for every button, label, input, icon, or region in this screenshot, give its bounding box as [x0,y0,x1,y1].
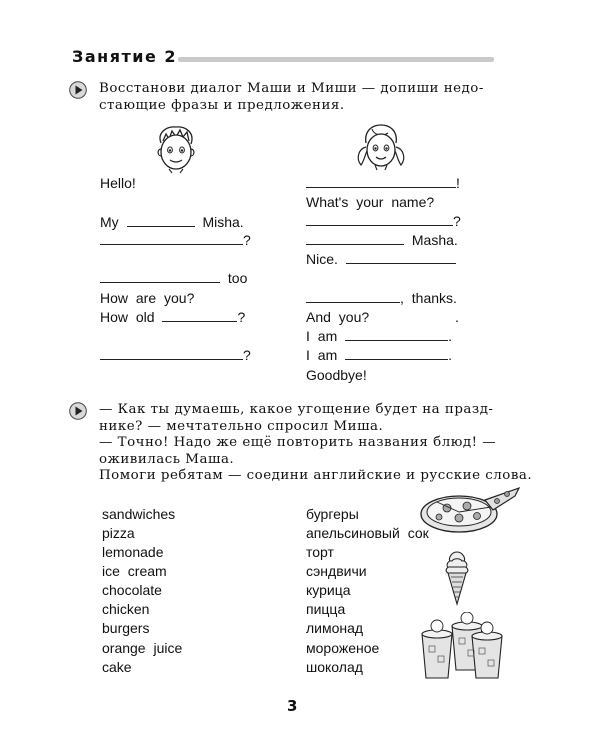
dialog-text: Masha. [411,232,458,248]
dialog-line [306,309,369,325]
english-word[interactable]: pizza [102,525,135,541]
russian-word[interactable]: сэндвичи [306,563,367,579]
russian-word[interactable]: апельсиновый сок [306,525,429,541]
instruction-line: — Точно! Надо же ещё повторить названия блюд! — [99,435,497,450]
dialog-text: Misha. [202,214,244,230]
dialog-text: ? [243,232,251,248]
instruction-line: Помоги ребятам — соедини английские и русские слова. [99,468,533,483]
dialog-line [306,194,434,210]
russian-word[interactable]: торт [306,544,334,560]
dialog-line [100,270,247,286]
dialog-text: Nice. [306,251,338,267]
page-number: 3 [287,697,298,715]
dialog-text: I am [306,347,338,363]
dialog-text: I am [306,328,338,344]
english-word[interactable]: chicken [102,601,150,617]
dialog-line [306,251,456,267]
answer-blank[interactable] [345,347,448,360]
english-word[interactable]: chocolate [102,582,162,598]
russian-word[interactable]: лимонад [306,620,364,636]
dialog-text: How are you? [100,290,195,306]
english-word[interactable]: lemonade [102,544,164,560]
answer-blank[interactable] [306,290,400,303]
english-word[interactable]: sandwiches [102,506,176,522]
russian-word[interactable]: бургеры [306,506,359,522]
instruction-line: Восстанови диалог Маши и Миши — допиши недо- [99,81,484,96]
girl-face-icon [352,121,410,175]
dialog-line [100,214,244,230]
dialog-line [306,290,457,306]
russian-word[interactable]: шоколад [306,659,363,675]
dialog-text: ! [456,175,460,191]
dialog-text: . [448,347,453,363]
dialog-text: How old [100,309,155,325]
heading-rule [178,57,494,62]
dialog-text: Hello! [100,175,136,191]
answer-blank[interactable] [306,232,404,245]
dialog-line [100,175,136,191]
dialog-line [100,347,251,363]
english-word[interactable]: ice cream [102,563,167,579]
dialog-line [100,290,194,306]
play-arrow-icon[interactable] [69,81,87,99]
pizza-icon [415,480,523,536]
dialog-line [306,328,452,344]
answer-blank[interactable] [345,328,448,341]
english-word[interactable]: burgers [102,620,150,636]
answer-blank[interactable] [100,270,220,283]
dialog-text: ? [243,347,251,363]
dialog-text: ? [453,213,461,229]
dialog-text: . [448,328,453,344]
dialog-text: What's your name? [306,194,435,210]
english-word[interactable]: cake [102,659,132,675]
lemonade-glasses-icon [412,612,508,682]
lesson-title: Занятие 2 [72,47,178,66]
dialog-text: My [100,214,119,230]
answer-blank[interactable] [100,347,243,360]
dialog-text: Goodbye! [306,367,367,383]
answer-blank[interactable] [306,213,453,226]
dialog-line [306,213,461,229]
answer-blank[interactable] [127,214,195,227]
answer-blank[interactable] [162,309,237,322]
ice-cream-icon [443,550,471,606]
russian-word[interactable]: мороженое [306,640,380,656]
dialog-line [100,232,251,248]
dialog-line [306,175,460,191]
answer-blank[interactable] [306,175,456,188]
instruction-line: — Как ты думаешь, какое угощение будет на празд- [99,402,494,417]
instruction-line: оживилась Маша. [99,451,235,467]
russian-word[interactable]: пицца [306,601,346,617]
instruction-line: стающие фразы и предложения. [99,97,345,113]
instruction-line: нике? — мечтательно спросил Миша. [99,418,384,434]
dialog-line [306,347,452,363]
task2-instruction [99,402,532,485]
dialog-line [306,367,367,383]
answer-blank[interactable] [346,251,456,264]
dialog-text: ? [237,309,246,325]
dialog-dot: . [455,309,459,325]
task1-instruction [99,81,484,114]
dialog-text: too [227,270,248,286]
play-arrow-icon[interactable] [69,402,87,420]
russian-word[interactable]: курица [306,582,351,598]
dialog-line [306,232,458,248]
english-word[interactable]: orange juice [102,640,183,656]
dialog-text: And you? [306,309,370,325]
dialog-text: , thanks. [400,290,457,306]
answer-blank[interactable] [100,232,243,245]
boy-face-icon [152,123,200,175]
dialog-line [100,309,245,325]
